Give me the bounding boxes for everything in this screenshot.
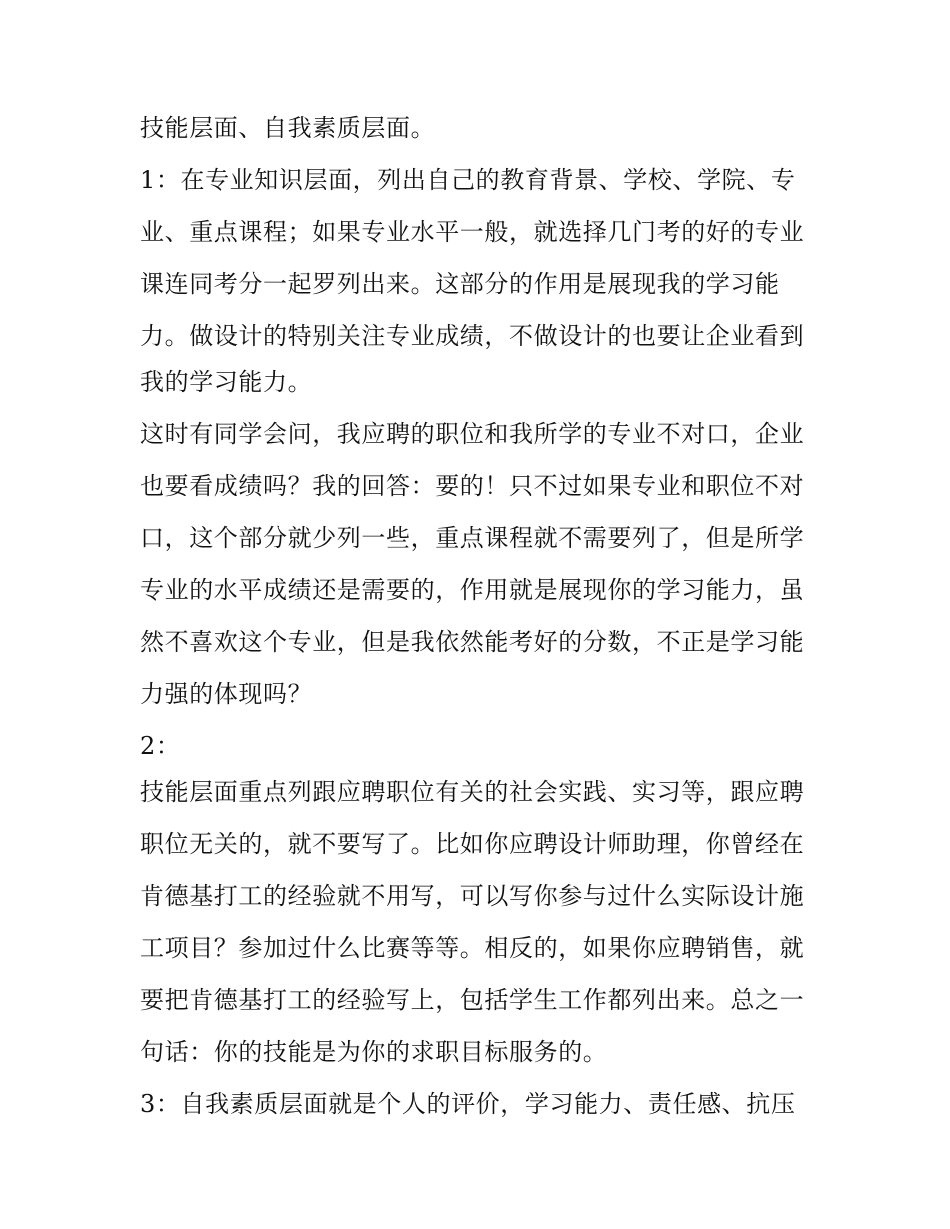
text-line: 技能层面重点列跟应聘职位有关的社会实践、实习等，跟应聘 [140,778,805,806]
text-line: 3：自我素质层面就是个人的评价，学习能力、责任感、抗压 [140,1090,796,1118]
text-line: 技能层面、自我素质层面。 [140,114,436,142]
text-line: 我的学习能力。 [140,368,313,396]
text-line: 力强的体现吗？ [140,680,313,708]
text-line: 要把肯德基打工的经验写上，包括学生工作都列出来。总之一 [140,986,805,1014]
text-line: 这时有同学会问，我应聘的职位和我所学的专业不对口，企业 [140,420,805,448]
text-line: 职位无关的，就不要写了。比如你应聘设计师助理，你曾经在 [140,830,805,858]
text-line: 句话：你的技能是为你的求职目标服务的。 [140,1038,608,1066]
text-line: 课连同考分一起罗列出来。这部分的作用是展现我的学习能 [140,270,780,298]
text-line: 肯德基打工的经验就不用写，可以写你参与过什么实际设计施 [140,882,805,910]
text-line: 1：在专业知识层面，列出自己的教育背景、学校、学院、专 [140,166,796,194]
text-line: 力。做设计的特别关注专业成绩，不做设计的也要让企业看到 [140,322,805,350]
text-line: 工项目？参加过什么比赛等等。相反的，如果你应聘销售，就 [140,934,805,962]
text-line: 也要看成绩吗？我的回答：要的！只不过如果专业和职位不对 [140,472,805,500]
text-line: 2： [140,732,181,760]
text-line: 专业的水平成绩还是需要的，作用就是展现你的学习能力，虽 [140,576,805,604]
text-line: 然不喜欢这个专业，但是我依然能考好的分数，不正是学习能 [140,628,805,656]
text-line: 业、重点课程；如果专业水平一般，就选择几门考的好的专业 [140,218,805,246]
text-line: 口，这个部分就少列一些，重点课程就不需要列了，但是所学 [140,524,805,552]
